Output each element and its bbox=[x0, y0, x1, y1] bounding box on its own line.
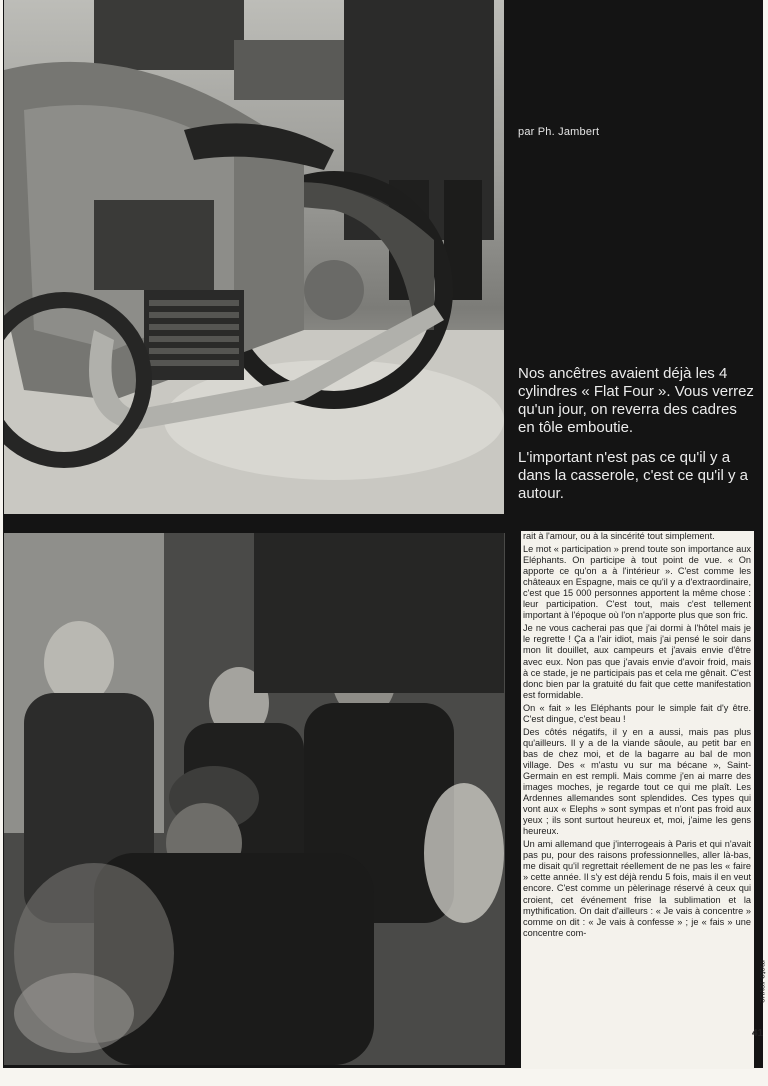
photo-captions bbox=[518, 365, 756, 515]
article-column bbox=[521, 531, 754, 1069]
caption-second: L'important n'est pas ce qu'il y a dans la casserole, c'est ce qu'il y a autour. bbox=[518, 449, 749, 502]
page-number: 41 bbox=[752, 1028, 764, 1039]
magazine-side-label bbox=[754, 960, 768, 1020]
article-paragraph: Le mot « participation » prend toute son importance aux Eléphants. On participe à tout point de vue. « On apporte ce qu'on a à l'intérieur ». C'est comme les châteaux en Espagne, mais ce qu'il y a d'extraordinaire, c'est que 15 000 personnes apportent la même chose : leur participation. C'est tout, mais c'est tellement important à l'époque où l'on n'apporte plus que son fric. bbox=[523, 544, 751, 621]
campfire-photo bbox=[4, 533, 505, 1065]
article-paragraph: Je ne vous cacherai pas que j'ai dormi à l'hôtel mais je le regrette ! Ça a l'air idiot, mais j'ai pensé le soir dans mon lit douillet, aux campeurs et j'avais envie d'être avec eux. Non pas que j'avais envie d'avoir froid, mais à ce stade, je ne participais pas et cela me gênait. C'est donc bien par la gratuité du fait que cette manifestation est formidable. bbox=[523, 623, 751, 700]
magazine-name: moto-revue bbox=[758, 960, 768, 1003]
byline: par Ph. Jambert bbox=[518, 126, 600, 138]
article-paragraph: On « fait » les Eléphants pour le simple fait d'y être. C'est dingue, c'est beau ! bbox=[523, 702, 751, 724]
caption-first: Nos ancêtres avaient déjà les 4 cylindres « Flat Four ». Vous verrez qu'un jour, on reverra des cadres en tôle emboutie. bbox=[518, 365, 754, 436]
article-paragraph: rait à l'amour, ou à la sincérité tout simplement. bbox=[523, 531, 715, 541]
motorcycle-photo bbox=[4, 0, 504, 514]
article-paragraph: Des côtés négatifs, il y en a aussi, mais pas plus qu'ailleurs. Il y a de la viande sâoule, au petit bar en bas de chez moi, et de la bagarre au bal de mon village. Des « m'astu vu sur ma bécane », Saint-Germain en est rempli. Mais comme j'en ai marre des images moches, je regarde tout ce qui me plaît. Les Ardennes allemandes sont splendides. Ces types qui vont aux « Elephs » sont sympas et n'ont pas froid aux yeux ; ils sont surtout heureux et, moi, j'aime les gens heureux. bbox=[523, 726, 751, 837]
article-paragraph: Un ami allemand que j'interrogeais à Paris et qui n'avait pas pu, pour des raisons professionnelles, aller là-bas, me disait qu'il regrettait réellement de ne pas les « faire » cette année. Il s'y est déjà rendu 5 fois, mais il en veut encore. C'est comme un pèlerinage réservé à ceux qui croient, cet événement frise la sublimation et la mythification. On dait d'ailleurs : « Je vais à concentre » comme on dit : « Je vais à confesse » ; je « fais » une concentre com- bbox=[523, 839, 751, 938]
